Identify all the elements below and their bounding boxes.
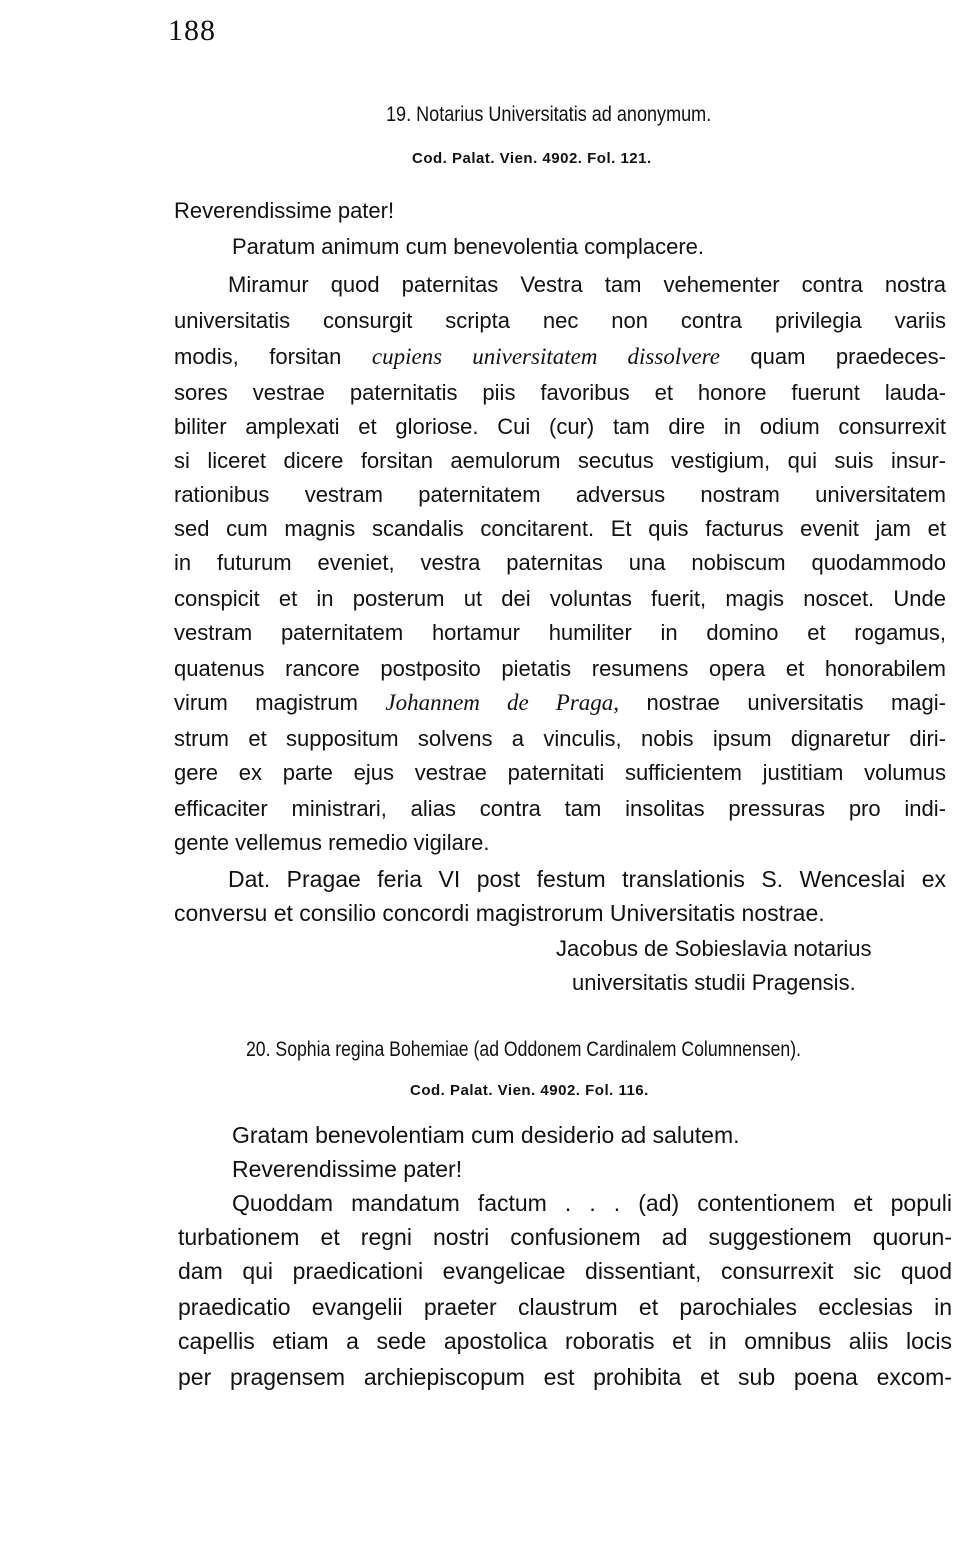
letter-19-source: Cod. Palat. Vien. 4902. Fol. 121. [412, 150, 652, 167]
letter-20-line-4: praedicatio evangelii praeter claustrum et parochiales ecclesias in [178, 1294, 952, 1320]
letter-19-line-9: in futurum eveniet, vestra paternitas una nobiscum quodammodo [174, 550, 946, 575]
letter-20-line-1: Quoddam mandatum factum . . . (ad) contentionem et populi [232, 1190, 952, 1216]
letter-19-signature-1: Jacobus de Sobieslavia notarius [556, 936, 872, 961]
letter-20-line-5: capellis etiam a sede apostolica roboratis et in omnibus aliis locis [178, 1328, 952, 1354]
letter-19-salutation: Reverendissime pater! [174, 198, 395, 223]
letter-19-heading: 19. Notarius Universitatis ad anonymum. [386, 103, 712, 126]
letter-19-line-2: universitatis consurgit scripta nec non contra privilegia variis [174, 308, 946, 333]
letter-19-line-12: quatenus rancore postposito pietatis resumens opera et honorabilem [174, 656, 946, 681]
letter-20-source: Cod. Palat. Vien. 4902. Fol. 116. [410, 1082, 649, 1099]
letter-19-line-13-start: virum magistrum [174, 690, 358, 715]
letter-19-signature-2: universitatis studii Pragensis. [572, 970, 856, 995]
letter-19-line-15: gere ex parte ejus vestrae paternitati sufficientem justitiam volumus [174, 760, 946, 785]
letter-19-dating-1: Dat. Pragae feria VI post festum translationis S. Wenceslai ex [228, 866, 946, 892]
letter-20-greeting: Gratam benevolentiam cum desiderio ad salutem. [232, 1122, 740, 1148]
letter-19-line-4: sores vestrae paternitatis piis favoribus et honore fuerunt lauda- [174, 380, 946, 405]
letter-19-line-6: si liceret dicere forsitan aemulorum secutus vestigium, qui suis insur- [174, 448, 946, 473]
letter-19-line-1: Miramur quod paternitas Vestra tam vehementer contra nostra [228, 272, 946, 297]
letter-19-line-16: efficaciter ministrari, alias contra tam insolitas pressuras pro indi- [174, 796, 946, 821]
letter-19-line-8: sed cum magnis scandalis concitarent. Et quis facturus evenit jam et [174, 516, 946, 541]
letter-19-line-3-end: quam praedeces- [750, 344, 946, 369]
letter-20-line-3: dam qui praedicationi evangelicae dissentiant, consurrexit sic quod [178, 1258, 952, 1284]
letter-19-line-13-end: nostrae universitatis magi- [646, 690, 946, 715]
letter-19-line-5: biliter amplexati et gloriose. Cui (cur) tam dire in odium consurrexit [174, 414, 946, 439]
letter-20-salutation: Reverendissime pater! [232, 1156, 463, 1182]
letter-19-line-3-italic: cupiens universitatem dissolvere [371, 344, 720, 369]
letter-20-line-6: per pragensem archiepiscopum est prohibita et sub poena excom- [178, 1364, 952, 1390]
letter-19-line-3-start: modis, forsitan [174, 344, 342, 369]
letter-19-line-13-italic: Johannem de Praga, [385, 690, 620, 715]
page-number: 188 [168, 14, 216, 47]
letter-19-dating-2: conversu et consilio concordi magistrorum Universitatis nostrae. [174, 900, 825, 926]
letter-19-line-7: rationibus vestram paternitatem adversus nostram universitatem [174, 482, 946, 507]
letter-19-line-11: vestram paternitatem hortamur humiliter in domino et rogamus, [174, 620, 946, 645]
letter-20-heading: 20. Sophia regina Bohemiae (ad Oddonem Cardinalem Columnensen). [246, 1038, 802, 1061]
letter-19-line-14: strum et suppositum solvens a vinculis, nobis ipsum dignaretur diri- [174, 726, 946, 751]
letter-19-line-10: conspicit et in posterum ut dei voluntas fuerit, magis noscet. Unde [174, 586, 946, 611]
letter-19-line-13 [174, 688, 946, 718]
letter-19-line-3 [174, 342, 946, 372]
letter-19-line-17: gente vellemus remedio vigilare. [174, 830, 490, 855]
letter-20-line-2: turbationem et regni nostri confusionem ad suggestionem quorun- [178, 1224, 952, 1250]
letter-19-greeting: Paratum animum cum benevolentia complacere. [232, 234, 705, 259]
